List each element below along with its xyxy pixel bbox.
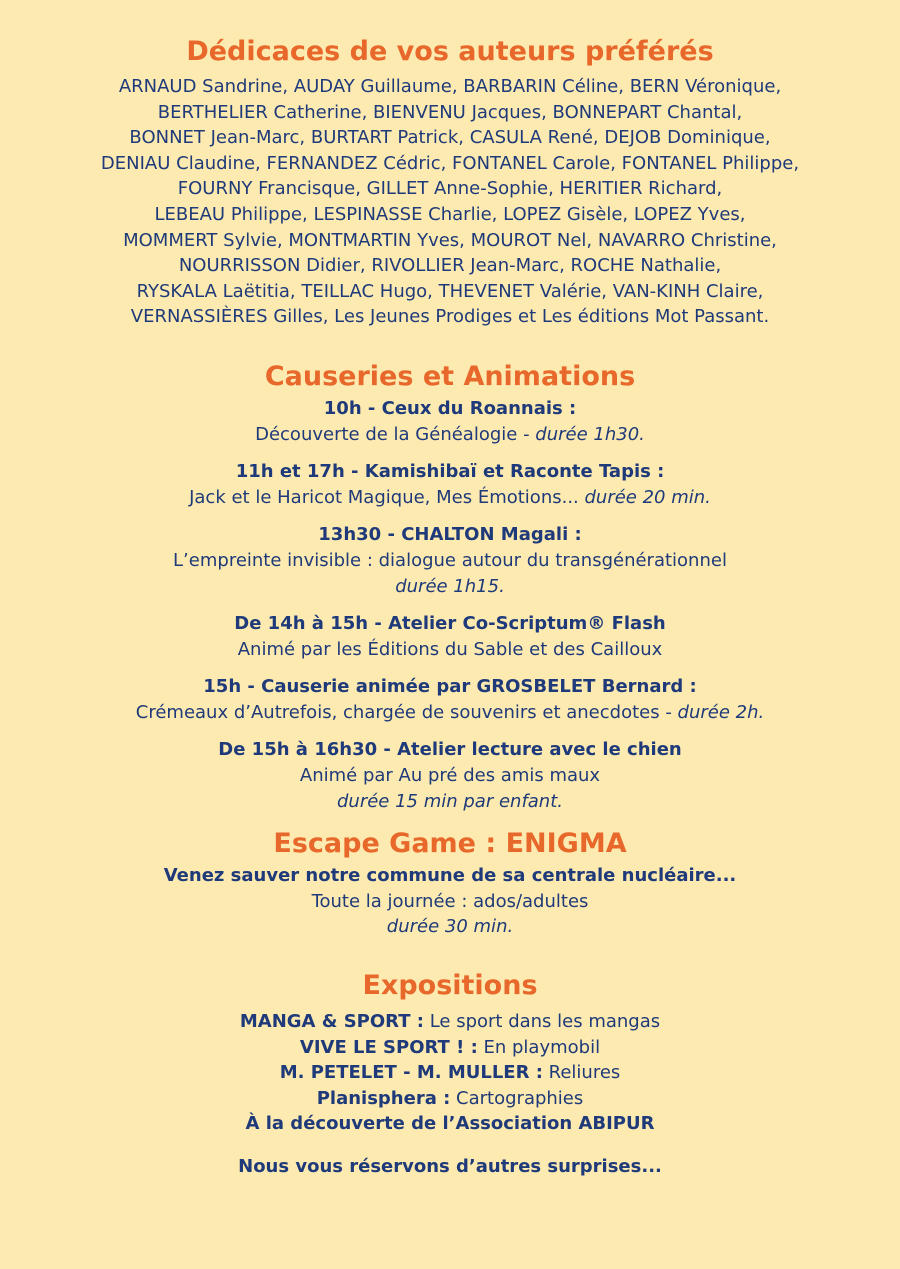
event-title: 11h et 17h - Kamishibaï et Raconte Tapis : [235,461,665,483]
causeries-title: Causeries et Animations [264,360,636,392]
expo-label: Planisphera : [316,1087,451,1109]
authors-line: MOMMERT Sylvie, MONTMARTIN Yves, MOUROT Nel, NAVARRO Christine, [123,229,777,251]
authors-line: FOURNY Francisque, GILLET Anne-Sophie, HERITIER Richard, [177,178,723,200]
event-item [0,522,900,599]
escape-duration-line [0,914,900,940]
event-title: 10h - Ceux du Roannais : [323,397,577,419]
authors-line: BONNET Jean-Marc, BURTART Patrick, CASULA René, DEJOB Dominique, [129,127,771,149]
event-title: 15h - Causerie animée par GROSBELET Bernard : [203,676,697,698]
event-description [0,485,900,511]
expo-label: À la découverte de l’Association ABIPUR [245,1113,655,1135]
authors-line: RYSKALA Laëtitia, TEILLAC Hugo, THEVENET Valérie, VAN-KINH Claire, [136,280,764,302]
event-duration: durée 20 min. [584,486,711,508]
event-description: Animé par les Éditions du Sable et des Cailloux [237,638,663,660]
event-item [0,737,900,814]
event-title: De 15h à 16h30 - Atelier lecture avec le chien [218,739,682,761]
event-duration: durée 1h15. [395,575,505,597]
event-description [0,422,900,448]
event-description: L’empreinte invisible : dialogue autour du transgénérationnel [173,549,727,571]
expo-item [0,1086,900,1112]
escape-title: Escape Game : ENIGMA [273,828,627,860]
event-item [0,459,900,510]
expo-label: VIVE LE SPORT ! : [299,1036,478,1058]
event-desc-text: Découverte de la Généalogie - [255,423,536,445]
event-item [0,674,900,725]
closing-note: Nous vous réservons d’autres surprises... [238,1156,662,1177]
event-duration: durée 15 min par enfant. [336,790,563,812]
event-description: Animé par Au pré des amis maux [299,765,601,787]
event-duration: durée 1h30. [535,423,645,445]
expo-text: Reliures [542,1062,621,1084]
authors-list [40,74,860,330]
escape-tagline: Venez sauver notre commune de sa centrale nucléaire... [163,865,737,887]
event-item [0,396,900,447]
authors-line: NOURRISSON Didier, RIVOLLIER Jean-Marc, ROCHE Nathalie, [178,255,722,277]
authors-line: DENIAU Claudine, FERNANDEZ Cédric, FONTANEL Carole, FONTANEL Philippe, [100,152,800,174]
expo-text: En playmobil [477,1036,601,1058]
expo-label: M. PETELET - M. MULLER : [279,1062,543,1084]
expo-item [0,1035,900,1061]
event-duration: durée 2h. [677,701,765,723]
expo-item [0,1009,900,1035]
event-duration-line [0,789,900,815]
authors-line: ARNAUD Sandrine, AUDAY Guillaume, BARBARIN Céline, BERN Véronique, [118,76,782,97]
event-desc-text: Jack et le Haricot Magique, Mes Émotions... [189,486,585,508]
dedicaces-title: Dédicaces de vos auteurs préférés [186,36,714,67]
event-title: 13h30 - CHALTON Magali : [318,524,582,546]
expo-item [0,1111,900,1137]
expo-text: Cartographies [450,1087,584,1109]
expositions-title: Expositions [362,970,538,1002]
event-title: De 14h à 15h - Atelier Co-Scriptum® Flash [234,613,666,635]
escape-duration: durée 30 min. [386,916,514,938]
expo-item [0,1060,900,1086]
expo-text: Le sport dans les mangas [423,1011,661,1033]
authors-line: BERTHELIER Catherine, BIENVENU Jacques, BONNEPART Chantal, [157,101,743,123]
event-item [0,611,900,662]
event-desc-text: Crémeaux d’Autrefois, chargée de souvenirs et anecdotes - [135,701,678,723]
escape-schedule: Toute la journée : ados/adultes [311,890,589,912]
authors-line: LEBEAU Philippe, LESPINASSE Charlie, LOPEZ Gisèle, LOPEZ Yves, [154,203,746,225]
event-description [0,700,900,726]
expo-label: MANGA & SPORT : [239,1011,424,1033]
event-duration-line [0,574,900,600]
authors-line: VERNASSIÈRES Gilles, Les Jeunes Prodiges et Les éditions Mot Passant. [130,306,770,328]
